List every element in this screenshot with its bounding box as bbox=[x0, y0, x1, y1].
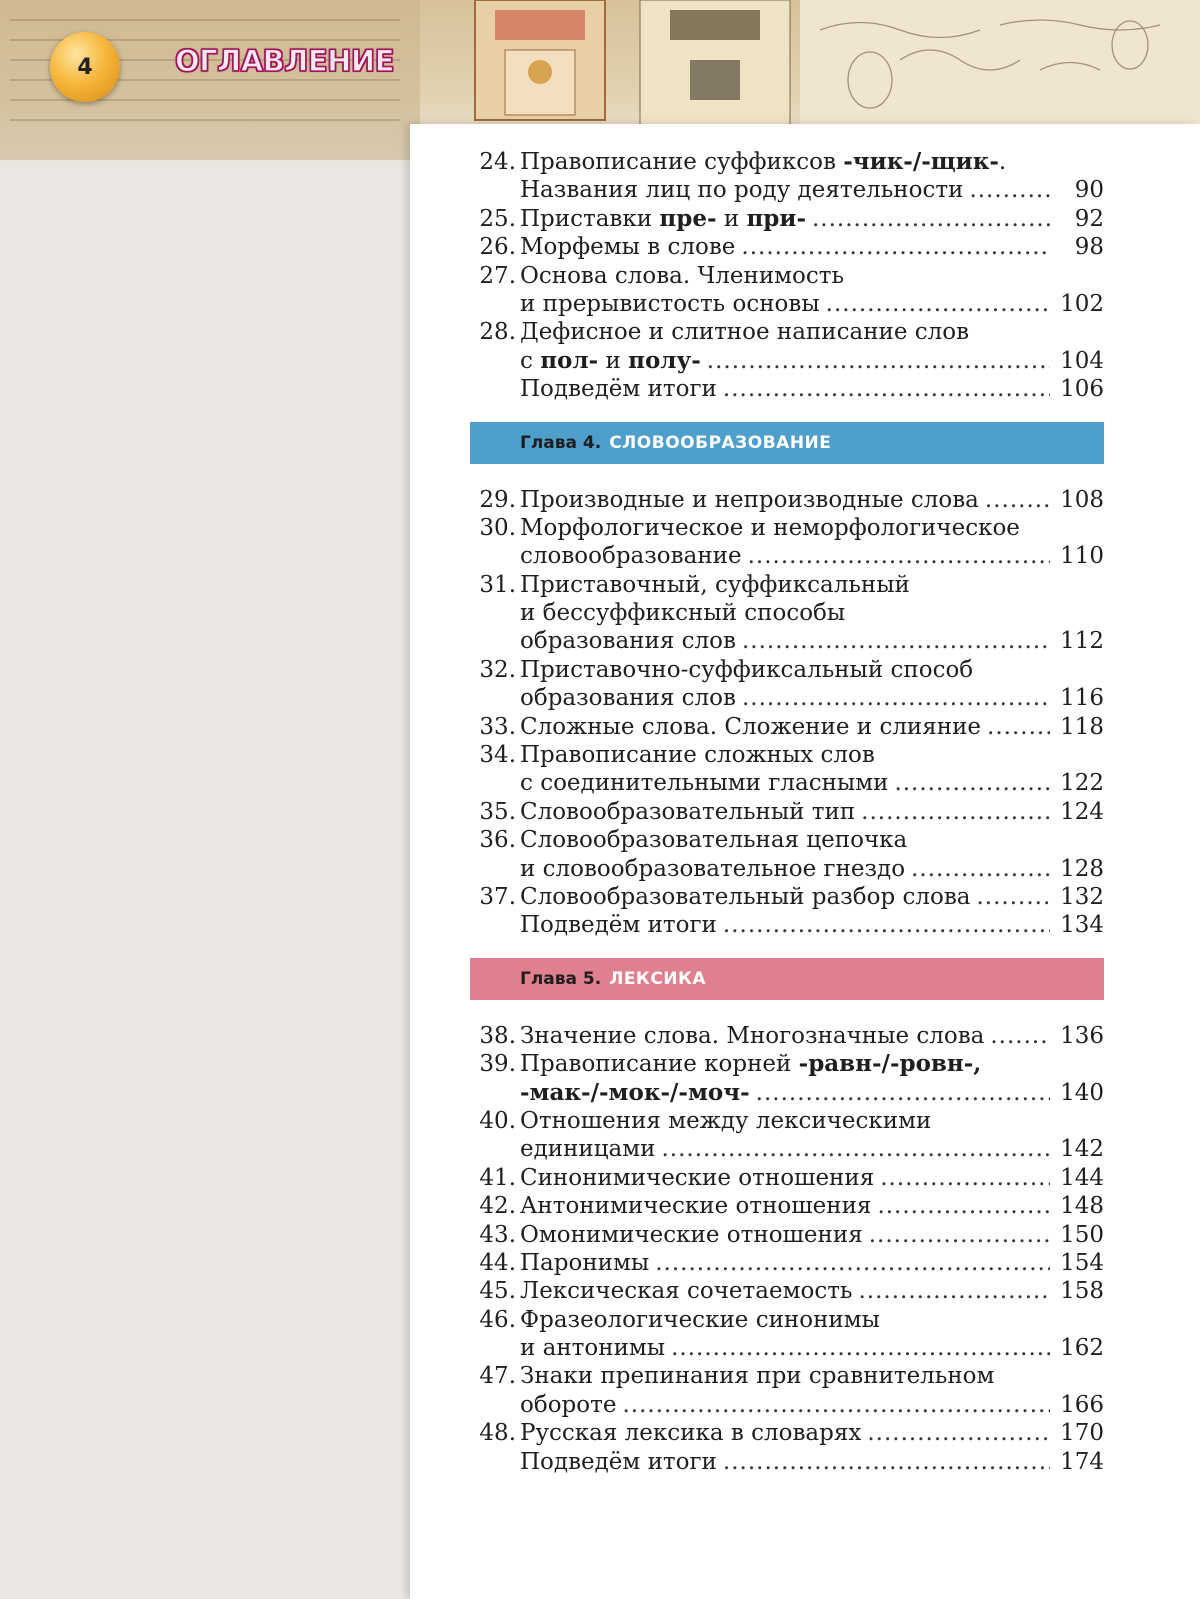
entry-title bbox=[518, 571, 910, 599]
title-text: Словообразовательная цепочка bbox=[520, 827, 907, 853]
bold-morpheme: при- bbox=[746, 205, 806, 232]
dot-leader bbox=[748, 542, 1050, 570]
entry-title bbox=[518, 627, 736, 655]
chapter-name: ЛЕКСИКА bbox=[609, 969, 706, 989]
entry-title bbox=[518, 1448, 717, 1476]
toc-entry-line bbox=[470, 1079, 1104, 1107]
dot-leader bbox=[867, 1419, 1050, 1447]
entry-number: 38. bbox=[470, 1022, 518, 1050]
toc-entry-line bbox=[470, 1107, 1104, 1135]
dot-leader bbox=[826, 290, 1050, 318]
page-number: 148 bbox=[1056, 1192, 1104, 1220]
dot-leader bbox=[969, 176, 1050, 204]
entry-number bbox=[470, 1079, 518, 1107]
title-text: и bbox=[598, 348, 628, 374]
page-number: 110 bbox=[1056, 542, 1104, 570]
entry-number: 24. bbox=[470, 148, 518, 176]
toc-entry-line bbox=[470, 741, 1104, 769]
toc-entry-line bbox=[470, 769, 1104, 797]
entry-number bbox=[470, 599, 518, 627]
dot-leader bbox=[812, 205, 1050, 233]
entry-number: 43. bbox=[470, 1221, 518, 1249]
toc-entry-line bbox=[470, 1306, 1104, 1334]
dot-leader bbox=[861, 798, 1050, 826]
title-text: Основа слова. Членимость bbox=[520, 263, 844, 289]
page-number: 144 bbox=[1056, 1164, 1104, 1192]
page-number: 116 bbox=[1056, 684, 1104, 712]
toc-entry-line bbox=[470, 571, 1104, 599]
entry-number bbox=[470, 684, 518, 712]
title-text: Русская лексика в словарях bbox=[520, 1420, 861, 1446]
title-text: Приставочно-суффиксальный способ bbox=[520, 657, 973, 683]
title-text: Названия лиц по роду деятельности bbox=[520, 177, 963, 203]
toc-entry-line bbox=[470, 514, 1104, 542]
page-number: 150 bbox=[1056, 1221, 1104, 1249]
toc-section-chapter-3 bbox=[470, 148, 1104, 404]
title-text: и словообразовательное гнездо bbox=[520, 856, 905, 882]
chapter-name: СЛОВООБРАЗОВАНИЕ bbox=[609, 433, 831, 453]
title-text: Сложные слова. Сложение и слияние bbox=[520, 714, 981, 740]
entry-title bbox=[518, 911, 717, 939]
entry-number bbox=[470, 1334, 518, 1362]
entry-title bbox=[518, 1135, 655, 1163]
title-text: Паронимы bbox=[520, 1250, 649, 1276]
table-of-contents bbox=[470, 148, 1104, 1476]
toc-entry-line bbox=[470, 656, 1104, 684]
entry-number: 48. bbox=[470, 1419, 518, 1447]
page-number: 124 bbox=[1056, 798, 1104, 826]
entry-title bbox=[518, 1249, 649, 1277]
entry-title bbox=[518, 1306, 880, 1334]
entry-title bbox=[518, 290, 820, 318]
entry-title bbox=[518, 826, 907, 854]
entry-number: 28. bbox=[470, 318, 518, 346]
entry-title bbox=[518, 1164, 874, 1192]
title-text: Подведём итоги bbox=[520, 912, 717, 938]
page-number: 90 bbox=[1056, 176, 1104, 204]
title-text: Подведём итоги bbox=[520, 1449, 717, 1475]
entry-number: 33. bbox=[470, 713, 518, 741]
entry-number: 46. bbox=[470, 1306, 518, 1334]
title-text: Подведём итоги bbox=[520, 376, 717, 402]
page-number: 154 bbox=[1056, 1249, 1104, 1277]
toc-entry-line bbox=[470, 627, 1104, 655]
entry-title bbox=[518, 347, 701, 375]
chapter-label: Глава 5. bbox=[520, 969, 601, 989]
title-text: Правописание суффиксов bbox=[520, 149, 843, 175]
title-text: Приставки bbox=[520, 206, 659, 232]
entry-title bbox=[518, 883, 971, 911]
entry-number: 30. bbox=[470, 514, 518, 542]
title-text: с bbox=[520, 348, 540, 374]
toc-entry-line bbox=[470, 855, 1104, 883]
entry-number: 26. bbox=[470, 233, 518, 261]
toc-entry-line bbox=[470, 1391, 1104, 1419]
toc-entry-line bbox=[470, 542, 1104, 570]
entry-number: 40. bbox=[470, 1107, 518, 1135]
chapter-5-heading bbox=[470, 958, 1104, 1000]
title-text: . bbox=[999, 149, 1006, 175]
dot-leader bbox=[880, 1164, 1050, 1192]
page-number: 108 bbox=[1056, 486, 1104, 514]
entry-number: 45. bbox=[470, 1277, 518, 1305]
entry-title bbox=[518, 1277, 852, 1305]
toc-entry-line bbox=[470, 148, 1104, 176]
dot-leader bbox=[707, 347, 1050, 375]
dot-leader bbox=[661, 1135, 1050, 1163]
entry-title bbox=[518, 1050, 981, 1078]
title-text: образования слов bbox=[520, 628, 736, 654]
entry-number bbox=[470, 1391, 518, 1419]
dot-leader bbox=[756, 1079, 1050, 1107]
bold-morpheme: -чик-/-щик- bbox=[843, 148, 999, 175]
toc-entry-line bbox=[470, 1221, 1104, 1249]
page-number: 112 bbox=[1056, 627, 1104, 655]
toc-entry-line bbox=[470, 205, 1104, 233]
entry-number: 27. bbox=[470, 262, 518, 290]
toc-entry-line bbox=[470, 1192, 1104, 1220]
title-text: Значение слова. Многозначные слова bbox=[520, 1023, 984, 1049]
entry-title bbox=[518, 148, 1006, 176]
title-text: Морфологическое и неморфологическое bbox=[520, 515, 1020, 541]
entry-number bbox=[470, 627, 518, 655]
toc-entry-line bbox=[470, 1164, 1104, 1192]
title-text: с соединительными гласными bbox=[520, 770, 888, 796]
title-text: Фразеологические синонимы bbox=[520, 1307, 880, 1333]
bold-morpheme: пол- bbox=[540, 347, 598, 374]
entry-number bbox=[470, 1135, 518, 1163]
entry-number bbox=[470, 542, 518, 570]
title-text: и антонимы bbox=[520, 1335, 665, 1361]
entry-title bbox=[518, 205, 806, 233]
entry-title bbox=[518, 514, 1020, 542]
entry-number: 42. bbox=[470, 1192, 518, 1220]
entry-title bbox=[518, 656, 973, 684]
title-text: Антонимические отношения bbox=[520, 1193, 871, 1219]
entry-title bbox=[518, 599, 845, 627]
toc-entry-line bbox=[470, 1277, 1104, 1305]
title-text: образования слов bbox=[520, 685, 736, 711]
entry-number: 36. bbox=[470, 826, 518, 854]
entry-title bbox=[518, 769, 888, 797]
toc-entry-line bbox=[470, 599, 1104, 627]
dot-leader bbox=[742, 627, 1050, 655]
entry-number bbox=[470, 375, 518, 403]
title-text: Словообразовательный тип bbox=[520, 799, 855, 825]
entry-number: 25. bbox=[470, 205, 518, 233]
bold-morpheme: -мак-/-мок-/-моч- bbox=[520, 1079, 750, 1106]
dot-leader bbox=[877, 1192, 1050, 1220]
page-number: 128 bbox=[1056, 855, 1104, 883]
page-number: 142 bbox=[1056, 1135, 1104, 1163]
title-text: Знаки препинания при сравнительном bbox=[520, 1363, 994, 1389]
dot-leader bbox=[894, 769, 1050, 797]
entry-title bbox=[518, 855, 905, 883]
entry-title bbox=[518, 1221, 863, 1249]
page-number: 122 bbox=[1056, 769, 1104, 797]
entry-number: 29. bbox=[470, 486, 518, 514]
title-text: словообразование bbox=[520, 543, 742, 569]
bold-morpheme: -равн-/-ровн-, bbox=[799, 1050, 982, 1077]
entry-title bbox=[518, 1107, 931, 1135]
entry-number: 32. bbox=[470, 656, 518, 684]
entry-title bbox=[518, 1079, 750, 1107]
entry-number: 34. bbox=[470, 741, 518, 769]
entry-title bbox=[518, 741, 875, 769]
title-text: Омонимические отношения bbox=[520, 1222, 863, 1248]
entry-number: 47. bbox=[470, 1362, 518, 1390]
entry-title bbox=[518, 1192, 871, 1220]
toc-entry-line bbox=[470, 233, 1104, 261]
title-text: Правописание сложных слов bbox=[520, 742, 875, 768]
title-text: Морфемы в слове bbox=[520, 234, 735, 260]
page-number-badge: 4 bbox=[50, 32, 120, 102]
page-number: 106 bbox=[1056, 375, 1104, 403]
entry-number bbox=[470, 1448, 518, 1476]
page-number: 102 bbox=[1056, 290, 1104, 318]
entry-title bbox=[518, 375, 717, 403]
page-number: 134 bbox=[1056, 911, 1104, 939]
entry-title bbox=[518, 1334, 665, 1362]
toc-entry-line bbox=[470, 1022, 1104, 1050]
title-text: обороте bbox=[520, 1392, 616, 1418]
bold-morpheme: полу- bbox=[628, 347, 701, 374]
chapter-label: Глава 4. bbox=[520, 433, 601, 453]
toc-entry-line bbox=[470, 375, 1104, 403]
entry-title bbox=[518, 1419, 861, 1447]
entry-number: 31. bbox=[470, 571, 518, 599]
entry-title bbox=[518, 318, 969, 346]
title-text: Синонимические отношения bbox=[520, 1165, 874, 1191]
entry-number: 35. bbox=[470, 798, 518, 826]
entry-number: 37. bbox=[470, 883, 518, 911]
entry-number bbox=[470, 176, 518, 204]
dot-leader bbox=[742, 684, 1050, 712]
entry-number bbox=[470, 855, 518, 883]
entry-title bbox=[518, 1362, 994, 1390]
entry-title bbox=[518, 262, 844, 290]
bold-morpheme: пре- bbox=[659, 205, 716, 232]
dot-leader bbox=[911, 855, 1050, 883]
title-text: Лексическая сочетаемость bbox=[520, 1278, 852, 1304]
dot-leader bbox=[977, 883, 1051, 911]
toc-entry-line bbox=[470, 1249, 1104, 1277]
toc-section-chapter-5 bbox=[470, 1022, 1104, 1476]
entry-title bbox=[518, 486, 979, 514]
dot-leader bbox=[723, 911, 1050, 939]
dot-leader bbox=[723, 375, 1050, 403]
entry-number bbox=[470, 347, 518, 375]
entry-title bbox=[518, 176, 963, 204]
title-text: единицами bbox=[520, 1136, 655, 1162]
page-number: 136 bbox=[1056, 1022, 1104, 1050]
dot-leader bbox=[985, 486, 1050, 514]
page-number: 174 bbox=[1056, 1448, 1104, 1476]
entry-title bbox=[518, 1022, 984, 1050]
dot-leader bbox=[987, 713, 1050, 741]
toc-entry-line bbox=[470, 176, 1104, 204]
page-number: 140 bbox=[1056, 1079, 1104, 1107]
entry-title bbox=[518, 713, 981, 741]
title-text: Приставочный, суффиксальный bbox=[520, 572, 910, 598]
dot-leader bbox=[869, 1221, 1050, 1249]
title-text: и бессуффиксный способы bbox=[520, 600, 845, 626]
dot-leader bbox=[990, 1022, 1050, 1050]
entry-number bbox=[470, 769, 518, 797]
dot-leader bbox=[622, 1391, 1050, 1419]
title-text: Отношения между лексическими bbox=[520, 1108, 931, 1134]
toc-entry-line bbox=[470, 318, 1104, 346]
entry-number: 44. bbox=[470, 1249, 518, 1277]
entry-number: 39. bbox=[470, 1050, 518, 1078]
dot-leader bbox=[741, 233, 1050, 261]
toc-section-chapter-4 bbox=[470, 486, 1104, 940]
toc-entry-line bbox=[470, 1448, 1104, 1476]
title-text: и прерывистость основы bbox=[520, 291, 820, 317]
title-text: Производные и непроизводные слова bbox=[520, 487, 979, 513]
entry-title bbox=[518, 798, 855, 826]
page-number: 104 bbox=[1056, 347, 1104, 375]
page-number: 166 bbox=[1056, 1391, 1104, 1419]
toc-entry-line bbox=[470, 911, 1104, 939]
dot-leader bbox=[723, 1448, 1050, 1476]
entry-number bbox=[470, 290, 518, 318]
toc-entry-line bbox=[470, 262, 1104, 290]
toc-entry-line bbox=[470, 883, 1104, 911]
toc-entry-line bbox=[470, 347, 1104, 375]
title-text: Правописание корней bbox=[520, 1051, 799, 1077]
dot-leader bbox=[671, 1334, 1050, 1362]
toc-entry-line bbox=[470, 684, 1104, 712]
entry-number bbox=[470, 911, 518, 939]
title-text: Дефисное и слитное написание слов bbox=[520, 319, 969, 345]
page-number: 92 bbox=[1056, 205, 1104, 233]
section-title: ОГЛАВЛЕНИЕ bbox=[175, 44, 394, 78]
page-number: 132 bbox=[1056, 883, 1104, 911]
toc-entry-line bbox=[470, 1135, 1104, 1163]
toc-entry-line bbox=[470, 1362, 1104, 1390]
entry-title bbox=[518, 233, 735, 261]
toc-entry-line bbox=[470, 826, 1104, 854]
toc-entry-line bbox=[470, 486, 1104, 514]
toc-entry-line bbox=[470, 1419, 1104, 1447]
toc-entry-line bbox=[470, 1050, 1104, 1078]
page-number: 118 bbox=[1056, 713, 1104, 741]
page-number: 162 bbox=[1056, 1334, 1104, 1362]
toc-entry-line bbox=[470, 1334, 1104, 1362]
entry-title bbox=[518, 684, 736, 712]
toc-entry-line bbox=[470, 713, 1104, 741]
entry-number: 41. bbox=[470, 1164, 518, 1192]
page-number: 98 bbox=[1056, 233, 1104, 261]
dot-leader bbox=[655, 1249, 1050, 1277]
entry-title bbox=[518, 1391, 616, 1419]
title-text: Словообразовательный разбор слова bbox=[520, 884, 971, 910]
toc-entry-line bbox=[470, 290, 1104, 318]
toc-entry-line bbox=[470, 798, 1104, 826]
entry-title bbox=[518, 542, 742, 570]
page-number: 158 bbox=[1056, 1277, 1104, 1305]
dot-leader bbox=[858, 1277, 1050, 1305]
title-text: и bbox=[717, 206, 747, 232]
chapter-4-heading bbox=[470, 422, 1104, 464]
page-number: 170 bbox=[1056, 1419, 1104, 1447]
